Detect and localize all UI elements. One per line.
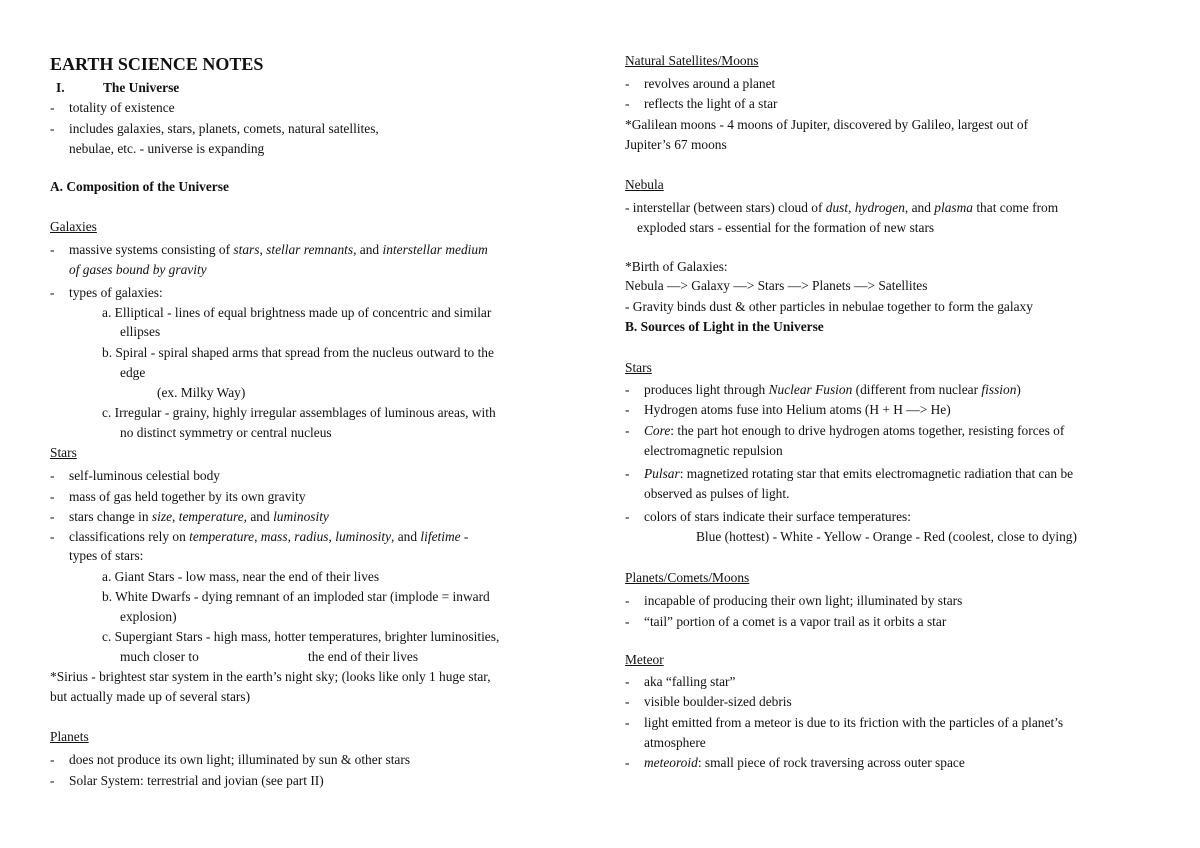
list-item-continuation: observed as pulses of light. (644, 486, 790, 501)
list-item-continuation: electromagnetic repulsion (644, 443, 783, 458)
list-item: incapable of producing their own light; illuminated by stars (644, 593, 963, 608)
bullet-dash: - (625, 382, 630, 397)
sub-list-item: a. Elliptical - lines of equal brightness made up of concentric and similar (102, 305, 492, 320)
list-item: types of galaxies: (69, 285, 163, 300)
bullet-dash: - (625, 674, 630, 689)
list-item-continuation: Blue (hottest) - White - Yellow - Orange - Red (coolest, close to dying) (696, 529, 1077, 544)
page-title: EARTH SCIENCE NOTES (50, 54, 264, 74)
sub-list-item: c. Supergiant Stars - high mass, hotter temperatures, brighter luminosities, (102, 629, 500, 644)
sub-list-item-continuation: no distinct symmetry or central nucleus (120, 425, 332, 440)
list-item: revolves around a planet (644, 76, 776, 91)
bullet-dash: - (50, 509, 55, 524)
bullet-dash: - (50, 529, 55, 544)
note-text: *Galilean moons - 4 moons of Jupiter, discovered by Galileo, largest out of (625, 117, 1029, 132)
section-number: I. (56, 80, 65, 95)
bullet-dash: - (625, 509, 630, 524)
list-item-continuation: atmosphere (644, 735, 706, 750)
list-item-continuation: types of stars: (69, 548, 144, 563)
section-heading: The Universe (103, 80, 180, 95)
note-text: Jupiter’s 67 moons (625, 137, 727, 152)
list-item: massive systems consisting of stars, stellar remnants, and interstellar medium (69, 242, 488, 257)
topic-heading: Meteor (625, 652, 664, 667)
bullet-dash: - (625, 715, 630, 730)
topic-heading: Planets (50, 729, 89, 744)
bullet-dash: - (50, 489, 55, 504)
bullet-dash: - (625, 593, 630, 608)
sub-list-item-continuation: the end of their lives (308, 649, 419, 664)
list-item: aka “falling star” (644, 674, 736, 689)
list-item: totality of existence (69, 100, 175, 115)
topic-heading: Planets/Comets/Moons (625, 570, 750, 585)
list-item: Solar System: terrestrial and jovian (see part II) (69, 773, 324, 788)
list-item-continuation: nebulae, etc. - universe is expanding (69, 141, 265, 156)
sub-list-item: a. Giant Stars - low mass, near the end of their lives (102, 569, 380, 584)
bullet-dash: - (50, 752, 55, 767)
subsection-heading: A. Composition of the Universe (50, 179, 229, 194)
bullet-dash: - (50, 121, 55, 136)
sub-list-item: b. Spiral - spiral shaped arms that spread from the nucleus outward to the (102, 345, 494, 360)
bullet-dash: - (625, 423, 630, 438)
bullet-dash: - (50, 285, 55, 300)
note-text: *Birth of Galaxies: (625, 259, 728, 274)
list-item: produces light through Nuclear Fusion (different from nuclear fission) (644, 382, 1021, 397)
note-text: Nebula —> Galaxy —> Stars —> Planets —> Satellites (625, 278, 928, 293)
bullet-dash: - (625, 402, 630, 417)
note-text: but actually made up of several stars) (50, 689, 251, 704)
bullet-dash: - (50, 773, 55, 788)
list-item: colors of stars indicate their surface temperatures: (644, 509, 911, 524)
list-item: meteoroid: small piece of rock traversing across outer space (644, 755, 965, 770)
subsection-heading: B. Sources of Light in the Universe (625, 319, 824, 334)
sub-list-item-continuation: explosion) (120, 609, 177, 624)
list-item: stars change in size, temperature, and luminosity (69, 509, 329, 524)
list-item: Hydrogen atoms fuse into Helium atoms (H + H —> He) (644, 402, 951, 417)
bullet-dash: - (625, 96, 630, 111)
list-item: Pulsar: magnetized rotating star that emits electromagnetic radiation that can be (644, 466, 1074, 481)
list-item: self-luminous celestial body (69, 468, 220, 483)
example-text: (ex. Milky Way) (157, 385, 246, 400)
list-item: visible boulder-sized debris (644, 694, 792, 709)
sub-list-item: c. Irregular - grainy, highly irregular assemblages of luminous areas, with (102, 405, 496, 420)
topic-heading: Natural Satellites/Moons (625, 53, 759, 68)
bullet-dash: - (50, 242, 55, 257)
bullet-dash: - (625, 614, 630, 629)
topic-heading: Stars (50, 445, 77, 460)
bullet-dash: - (625, 466, 630, 481)
topic-heading: Nebula (625, 177, 664, 192)
list-item: classifications rely on temperature, mass, radius, luminosity, and lifetime - (69, 529, 469, 544)
bullet-dash: - (625, 694, 630, 709)
list-item-continuation: of gases bound by gravity (69, 262, 207, 277)
list-item-continuation: exploded stars - essential for the formation of new stars (637, 220, 935, 235)
list-item: includes galaxies, stars, planets, comets, natural satellites, (69, 121, 379, 136)
list-item: “tail” portion of a comet is a vapor trail as it orbits a star (644, 614, 947, 629)
bullet-dash: - (625, 76, 630, 91)
bullet-dash: - (50, 468, 55, 483)
bullet-dash: - (50, 100, 55, 115)
sub-list-item: b. White Dwarfs - dying remnant of an imploded star (implode = inward (102, 589, 490, 604)
bullet-dash: - (625, 755, 630, 770)
list-item: light emitted from a meteor is due to its friction with the particles of a planet’s (644, 715, 1064, 730)
sub-list-item-continuation: edge (120, 365, 146, 380)
list-item: Core: the part hot enough to drive hydrogen atoms together, resisting forces of (644, 423, 1065, 438)
note-text: *Sirius - brightest star system in the earth’s night sky; (looks like only 1 huge star, (50, 669, 491, 684)
list-item: reflects the light of a star (644, 96, 778, 111)
note-text: - Gravity binds dust & other particles in nebulae together to form the galaxy (625, 299, 1033, 314)
topic-heading: Galaxies (50, 219, 97, 234)
list-item: does not produce its own light; illuminated by sun & other stars (69, 752, 411, 767)
sub-list-item-continuation: ellipses (120, 324, 161, 339)
list-item: mass of gas held together by its own gravity (69, 489, 306, 504)
list-item: - interstellar (between stars) cloud of dust, hydrogen, and plasma that come from (625, 200, 1059, 215)
topic-heading: Stars (625, 360, 652, 375)
sub-list-item-continuation: much closer to (120, 649, 199, 664)
